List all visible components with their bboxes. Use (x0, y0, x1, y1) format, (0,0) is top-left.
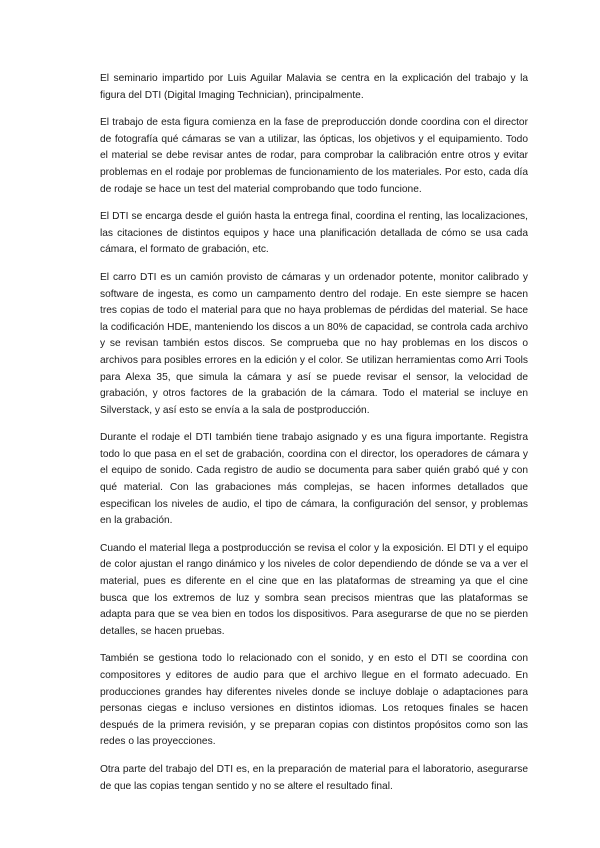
paragraph-laboratory: Otra parte del trabajo del DTI es, en la preparación de material para el laboratorio, asegurarse de que las copias tengan sentido y no se altere el resultado final. (100, 763, 528, 792)
paragraph-postproduction: Cuando el material llega a postproducción se revisa el color y la exposición. El DTI y el equipo de color ajustan el rango dinámico y los niveles de color dependiendo de dónde se va a ver el material, pues es diferente en el cine que en las plataformas de streaming ya que el cine busca que los extremos de luz y sombra sean precisos mientras que las plataformas se adapta para que se vea bien en todos los dispositivos. Para asegurarse de que no se pierden detalles, se hacen pruebas. (100, 542, 528, 637)
paragraph-dti-cart: El carro DTI es un camión provisto de cámaras y un ordenador potente, monitor calibrado y software de ingesta, es como un campamento dentro del rodaje. En este siempre se hacen tres copias de todo el material para que no haya problemas de pérdidas del material. Se hace la codificación HDE, manteniendo los discos a un 80% de capacidad, se controla cada archivo y se revisan también estos discos. Se comprueba que no hay problemas en los discos o archivos para posibles errores en la edición y el color. Se utilizan herramientas como Arri Tools para Alexa 35, que simula la cámara y así se puede revisar el sensor, la velocidad de grabación, y otros factores de la grabación de la cámara. Todo el material se incluye en Silverstack, y así esto se envía a la sala de postproducción. (100, 271, 528, 416)
paragraph-intro: El seminario impartido por Luis Aguilar Malavia se centra en la explicación del trabajo y la figura del DTI (Digital Imaging Technician), principalmente. (100, 73, 528, 101)
paragraph-preproduction: El trabajo de esta figura comienza en la fase de preproducción donde coordina con el director de fotografía qué cámaras se van a utilizar, las ópticas, los objetivos y el equipamiento. Todo el material se debe revisar antes de rodar, para comprobar la calibración entre otros y evitar problemas en el rodaje por problemas de funcionamiento de los materiales. Por esto, cada día de rodaje se hace un test del material comprobando que todo funcione. (100, 117, 528, 195)
paragraph-responsibilities: El DTI se encarga desde el guión hasta la entrega final, coordina el renting, las localizaciones, las citaciones de distintos equipos y hace una planificación detallada de cómo se usa cada cámara, el formato de grabación, etc. (100, 211, 528, 256)
document-body (100, 71, 528, 806)
paragraph-sound: También se gestiona todo lo relacionado con el sonido, y en esto el DTI se coordina con compositores y editores de audio para que el archivo llegue en el formato adecuado. En producciones grandes hay diferentes niveles donde se incluye doblaje o adaptaciones para personas ciegas e incluso versiones en distintos idiomas. Los retoques finales se hacen después de la primera revisión, y se preparan copias con distintos propósitos como son las redes o las proyecciones. (100, 653, 528, 748)
paragraph-during-shoot: Durante el rodaje el DTI también tiene trabajo asignado y es una figura importante. Registra todo lo que pasa en el set de grabación, coordina con el director, los operadores de cámara y el equipo de sonido. Cada registro de audio se documenta para saber quién grabó qué y con qué material. Con las grabaciones más complejas, se hacen informes detallados que especifican los niveles de audio, el tipo de cámara, la configuración del sensor, y problemas en la grabación. (100, 432, 528, 527)
